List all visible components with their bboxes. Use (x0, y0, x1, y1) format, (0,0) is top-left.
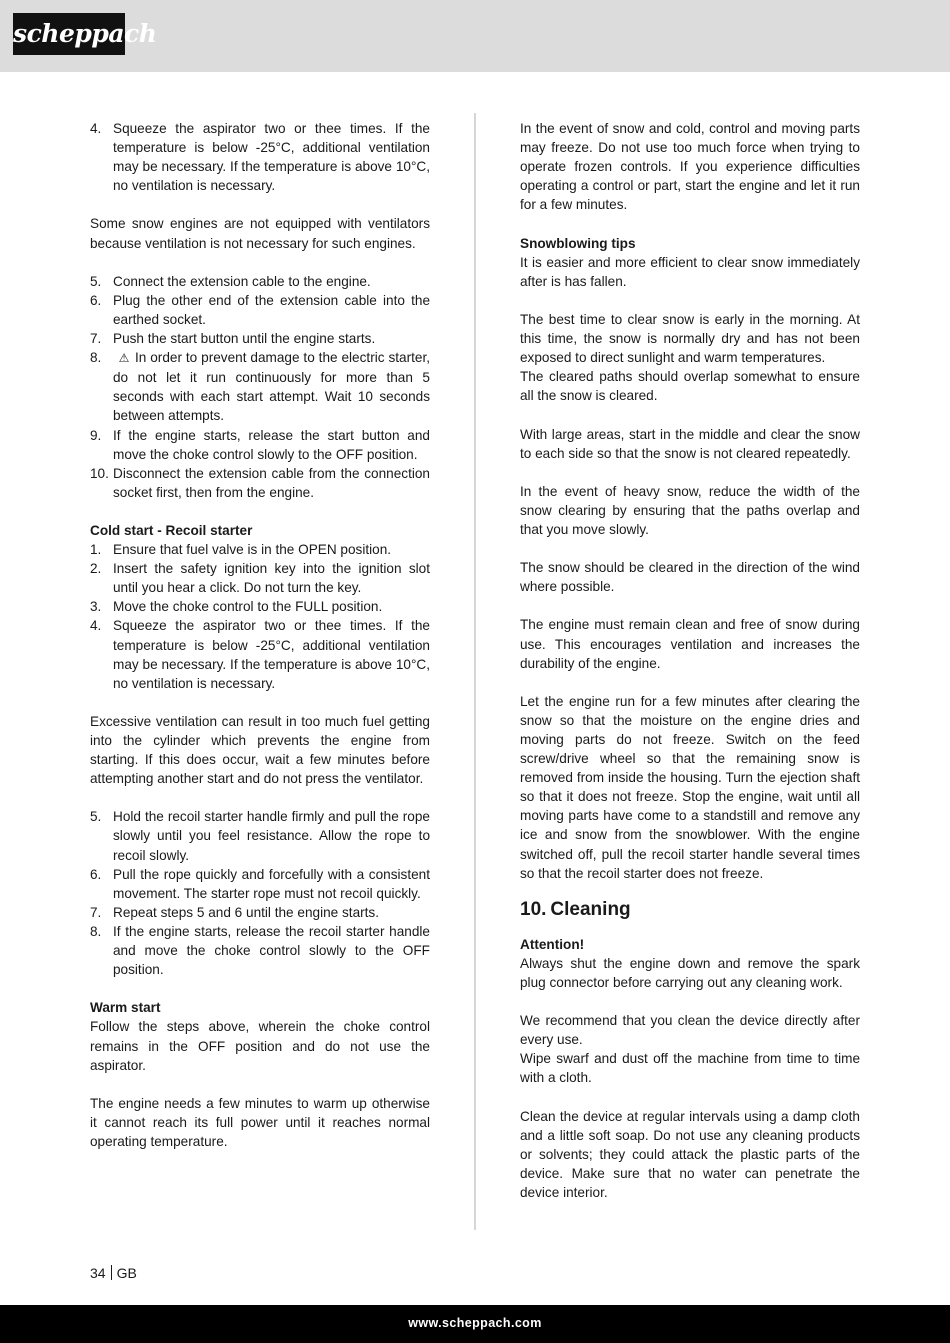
paragraph-warm-up: The engine needs a few minutes to warm up otherwise it cannot reach its full power until it reaches normal operating temperature. (90, 1095, 430, 1149)
warning-icon: ⚠ (118, 351, 130, 366)
list-item: 4. Squeeze the aspirator two or thee times. If the temperature is below -25°C, additional ventilation may be necessary. If the temperature is above 10°C, no ventilation is necessary. (90, 121, 430, 194)
paragraph-wipe: Wipe swarf and dust off the machine from time to time with a cloth. (520, 1051, 860, 1086)
paragraph-best-time: The best time to clear snow is early in the morning. At this time, the snow is normally dry and has not been exposed to direct sunlight and warm temperatures. (520, 311, 860, 366)
list-item: 6. Plug the other end of the extension cable into the earthed socket. (90, 292, 430, 327)
list-item: 5. Hold the recoil starter handle firmly and pull the rope slowly until you feel resistance. Allow the rope to recoil slowly. (90, 809, 430, 863)
list-item: 4. Squeeze the aspirator two or thee times. If the temperature is below -25°C, additional ventilation may be necessary. If the temperature is above 10°C, no ventilation is necessary. (90, 618, 430, 691)
heading-attention: Attention! (520, 936, 585, 952)
list-item: 10. Disconnect the extension cable from the connection socket first, then from the engine. (90, 465, 430, 500)
page-separator (111, 1265, 112, 1280)
list-item: 2. Insert the safety ignition key into the ignition slot until you hear a click. Do not turn the key. (90, 561, 430, 596)
list-item: 8. If the engine starts, release the recoil starter handle and move the choke control slowly to the OFF position. (90, 923, 430, 978)
paragraph-clean-engine: The engine must remain clean and free of snow during use. This encourages ventilation and increases the durability of the engine. (520, 617, 860, 671)
list-item: 3. Move the choke control to the FULL position. (90, 599, 383, 615)
left-column (90, 119, 430, 1151)
list-item: 6. Pull the rope quickly and forcefully with a consistent movement. The starter rope must not recoil quickly. (90, 866, 430, 901)
header-bar (0, 0, 950, 72)
heading-snowblowing-tips: Snowblowing tips (520, 235, 636, 251)
right-column (520, 119, 860, 1202)
list-item: 1. Ensure that fuel valve is in the OPEN position. (90, 542, 392, 558)
heading-warm-start: Warm start (90, 1000, 161, 1016)
paragraph-overlap: The cleared paths should overlap somewhat to ensure all the snow is cleared. (520, 369, 860, 404)
paragraph-damp-cloth: Clean the device at regular intervals using a damp cloth and a little soft soap. Do not use any cleaning products or solvents; they could attack the plastic parts of the device. Make sure that no water can penetrate the device interior. (520, 1108, 860, 1200)
paragraph-large-areas: With large areas, start in the middle and clear the snow to each side so that the snow is not cleared repeatedly. (520, 426, 860, 461)
scheppach-logo: scheppach (13, 13, 125, 55)
paragraph-ventilators: Some snow engines are not equipped with ventilators because ventilation is not necessary for such engines. (90, 216, 430, 251)
list-item: 7. Repeat steps 5 and 6 until the engine starts. (90, 904, 380, 920)
list-item: 5. Connect the extension cable to the engine. (90, 273, 371, 289)
paragraph-excessive-ventilation: Excessive ventilation can result in too much fuel getting into the cylinder which prevents the engine from starting. If this does occur, wait a few minutes before attempting another start and do not press the ventilator. (90, 713, 430, 787)
paragraph-freeze: In the event of snow and cold, control and moving parts may freeze. Do not use too much force when trying to operate frozen controls. If you experience difficulties operating a control or part, start the engine and let it run for a few minutes. (520, 121, 860, 213)
list-item: 9. If the engine starts, release the start button and move the choke control slowly to the OFF position. (90, 427, 430, 462)
paragraph-after-clearing: Let the engine run for a few minutes after clearing the snow so that the moisture on the engine dries and moving parts do not freeze. Switch on the feed screw/drive wheel so that the remaining snow is removed from inside the housing. Turn the ejection shaft so that it does not freeze. Stop the engine, wait until all moving parts have come to a standstill and remove any ice and snow from the snowblower. With the engine switched off, pull the recoil starter handle several times so that the recoil starter does not freeze. (520, 693, 860, 881)
paragraph-recommend: We recommend that you clean the device directly after every use. (520, 1013, 860, 1048)
footer-bar (0, 1305, 950, 1343)
website-link[interactable]: www.scheppach.com (408, 1316, 542, 1330)
heading-cold-start: Cold start - Recoil starter (90, 522, 253, 538)
list-item: 7. Push the start button until the engine starts. (90, 331, 376, 347)
paragraph-heavy-snow: In the event of heavy snow, reduce the width of the snow clearing by ensuring that the paths overlap and that you move slowly. (520, 483, 860, 537)
paragraph-warm-start: Follow the steps above, wherein the choke control remains in the OFF position and do not use the aspirator. (90, 1019, 430, 1073)
list-aspirator (90, 119, 430, 195)
paragraph-tips: It is easier and more efficient to clear snow immediately after is has fallen. (520, 254, 860, 289)
paragraph-attention: Always shut the engine down and remove the spark plug connector before carrying out any cleaning work. (520, 955, 860, 990)
list-recoil-start (90, 807, 430, 979)
paragraph-wind: The snow should be cleared in the direction of the wind where possible. (520, 560, 860, 595)
list-electric-start (90, 272, 430, 502)
page-number: 34 GB (90, 1265, 137, 1281)
list-cold-start (90, 540, 430, 693)
section-title-cleaning: 10. Cleaning (520, 898, 631, 920)
list-item: 8. ⚠ In order to prevent damage to the electric starter, do not let it run continuously for more than 5 seconds with each start attempt. Wait 10 seconds between attempts. (90, 350, 430, 424)
column-divider (474, 113, 476, 1230)
